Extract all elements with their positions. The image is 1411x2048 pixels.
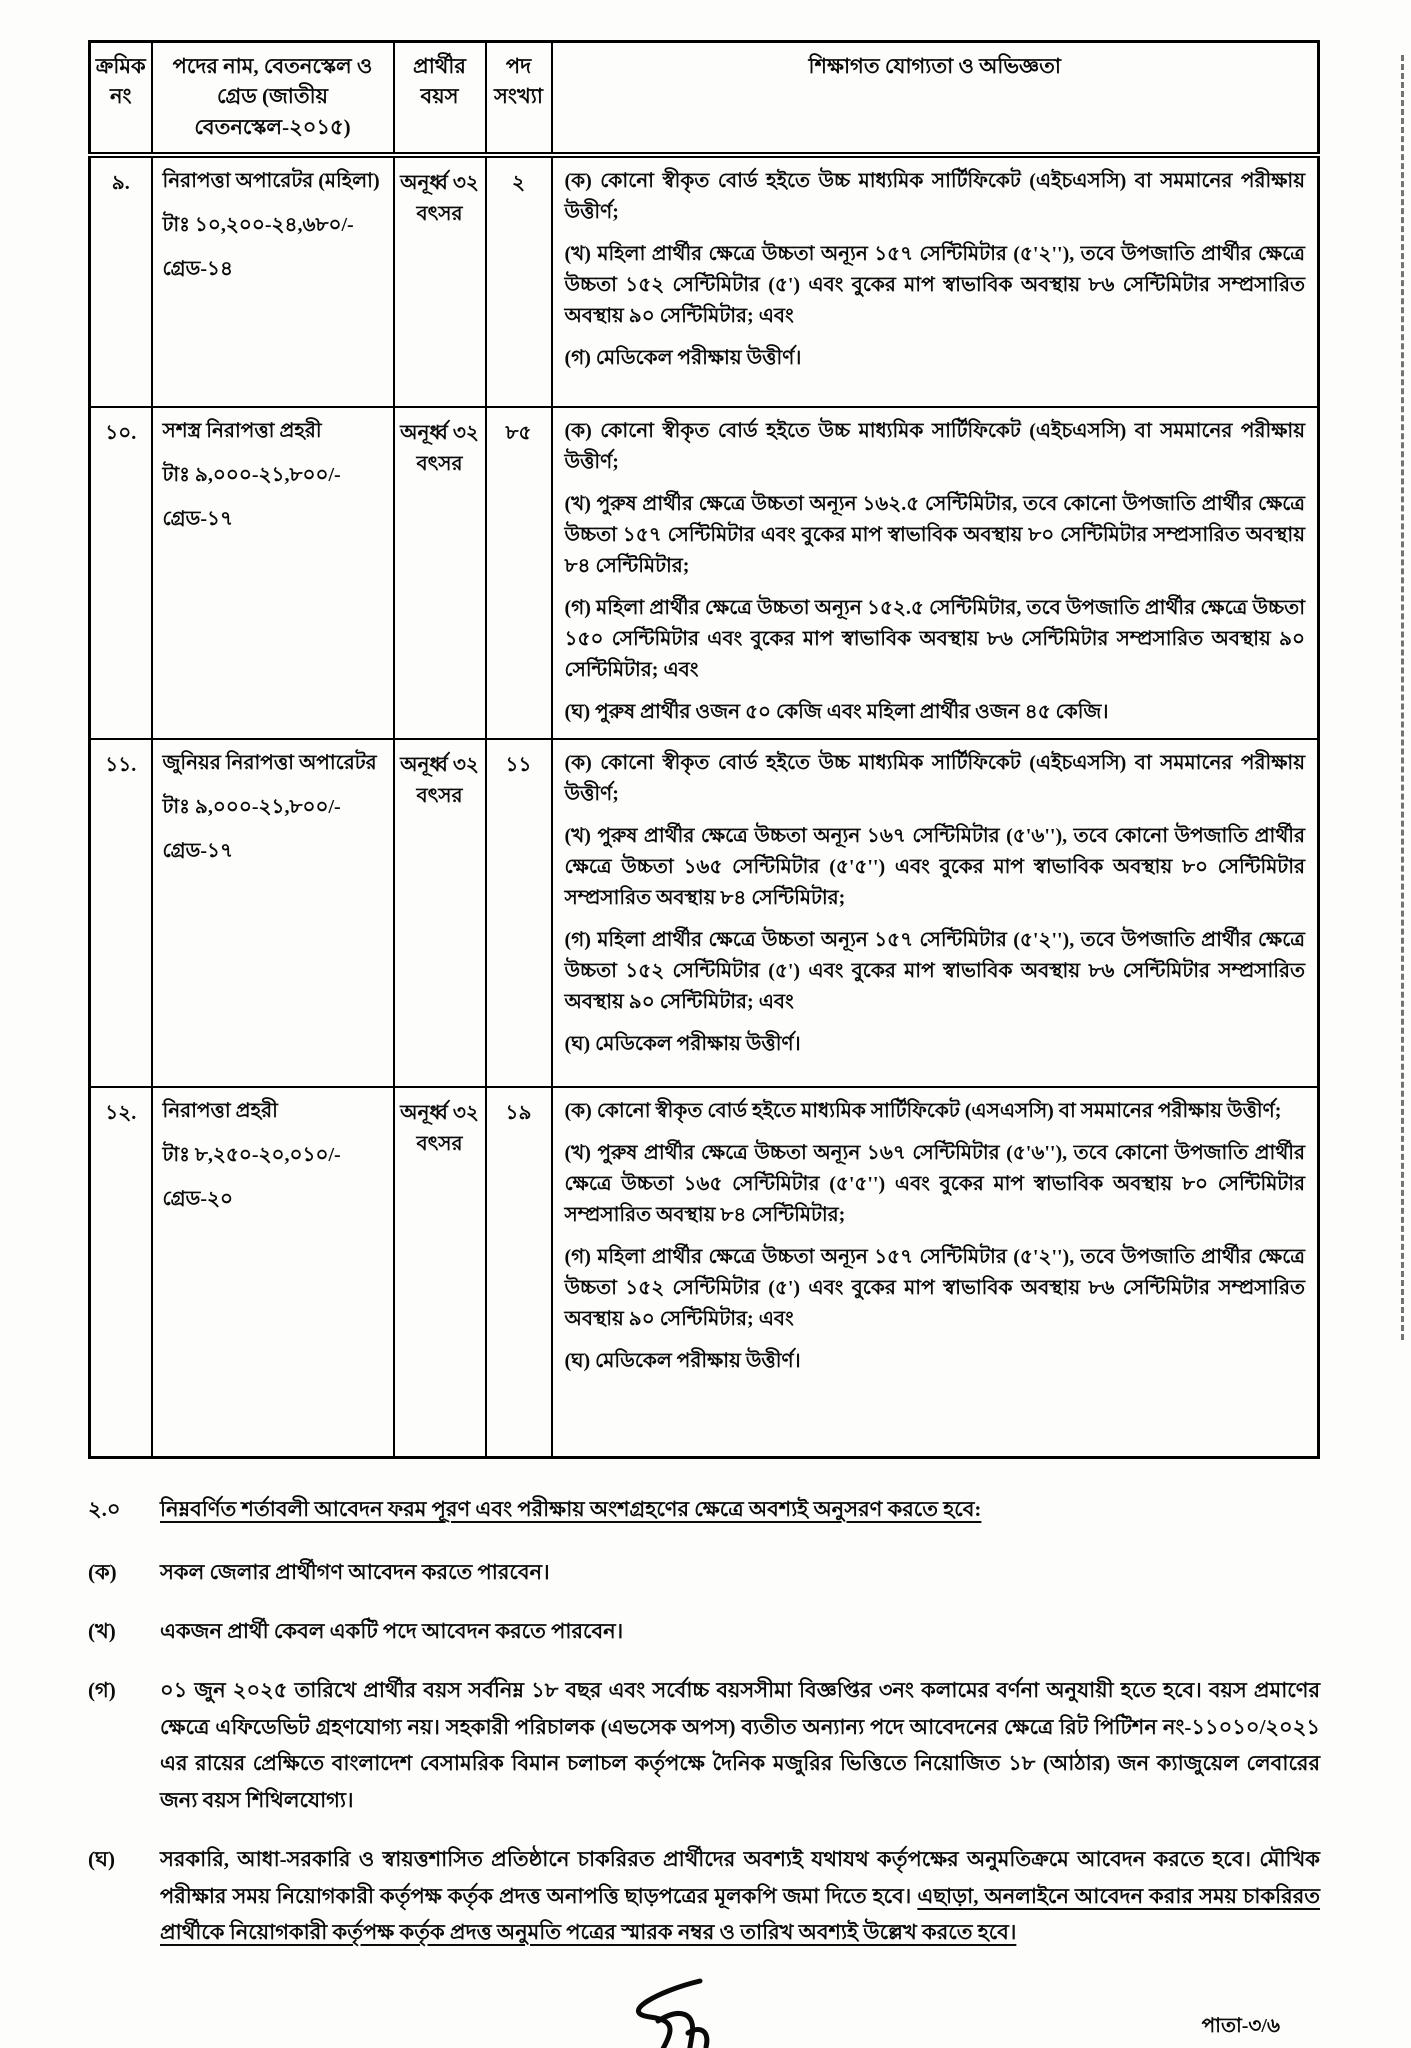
pay-scale: টাঃ ৯,০০০-২১,৮০০/-	[162, 796, 341, 819]
grade: গ্রেড-১৭	[162, 840, 233, 863]
qualification-item: (খ) পুরুষ প্রার্থীর ক্ষেত্রে উচ্চতা অন্যূন ১৬৭ সেন্টিমিটার (৫'৬''), তবে কোনো উপজাতি প্রার্থীর ক্ষেত্রে উচ্চতা ১৬৫ সেন্টিমিটার (৫'৫'') এবং বুকের মাপ স্বাভাবিক অবস্থায় ৮০ সেন্টিমিটার সম্প্রসারিত অবস্থায় ৮৪ সেন্টিমিটার;	[564, 1142, 1305, 1227]
grade: গ্রেড-১৭	[162, 508, 233, 531]
post-cell	[152, 407, 394, 739]
post-cell	[152, 739, 394, 1087]
age-limit: অনূর্ধ্ব ৩২ বৎসর	[394, 739, 486, 1087]
serial-number: ১১.	[90, 739, 152, 1087]
condition-text	[160, 1672, 1320, 1819]
condition-text	[160, 1841, 1320, 1951]
qualification-item: (খ) মহিলা প্রার্থীর ক্ষেত্রে উচ্চতা অন্যূন ১৫৭ সেন্টিমিটার (৫'২''), তবে উপজাতি প্রার্থীর ক্ষেত্রে উচ্চতা ১৫২ সেন্টিমিটার (৫') এবং বুকের মাপ স্বাভাবিক অবস্থায় ৮৬ সেন্টিমিটার সম্প্রসারিত অবস্থায় ৯০ সেন্টিমিটার; এবং	[564, 243, 1305, 328]
table-header-row	[90, 42, 1319, 156]
condition-label: (খ)	[88, 1619, 116, 1644]
table-row	[90, 739, 1319, 1087]
qualification-item: (গ) মেডিকেল পরীক্ষায় উত্তীর্ণ।	[564, 347, 802, 370]
scan-edge-artifact	[1401, 55, 1404, 1340]
table-row	[90, 155, 1319, 407]
condition-item	[88, 1613, 1320, 1650]
age-limit: অনূর্ধ্ব ৩২ বৎসর	[394, 155, 486, 407]
qualification-item: (ঘ) পুরুষ প্রার্থীর ওজন ৫০ কেজি এবং মহিলা প্রার্থীর ওজন ৪৫ কেজি।	[564, 701, 1109, 724]
condition-text-rest: তারিখে প্রার্থীর বয়স সর্বনিম্ন ১৮ বছর এবং সর্বোচ্চ বয়সসীমা বিজ্ঞপ্তির ৩নং কলামের বর্ণনা অনুযায়ী হতে হবে। বয়স প্রমাণের ক্ষেত্রে এফিডেভিট গ্রহণযোগ্য নয়। সহকারী পরিচালক (এভসেক অপস) ব্যতীত অন্যান্য পদে আবেদনের ক্ষেত্রে রিট পিটিশন নং-১১০১০/২০২১ এর রায়ের প্রেক্ষিতে বাংলাদেশ বেসামরিক বিমান চলাচল কর্তৃপক্ষে দৈনিক মজুরির ভিত্তিতে নিয়োজিত ১৮ (আঠার) জন ক্যাজুয়েল লেবারের জন্য বয়স শিথিলযোগ্য।	[160, 1677, 1320, 1813]
qualifications-cell	[552, 407, 1319, 739]
conditions-section	[88, 1493, 1320, 1951]
condition-item	[88, 1841, 1320, 1951]
qualifications-cell	[552, 1087, 1319, 1458]
qualifications-cell	[552, 155, 1319, 407]
page-footer	[88, 1973, 1320, 2048]
post-name: সশস্ত্র নিরাপত্তা প্রহরী	[162, 420, 322, 443]
header-age: প্রার্থীর বয়স	[394, 42, 486, 156]
header-serial: ক্রমিক নং	[90, 42, 152, 156]
qualification-item: (গ) মহিলা প্রার্থীর ক্ষেত্রে উচ্চতা অন্যূন ১৫৭ সেন্টিমিটার (৫'২''), তবে উপজাতি প্রার্থীর ক্ষেত্রে উচ্চতা ১৫২ সেন্টিমিটার (৫') এবং বুকের মাপ স্বাভাবিক অবস্থায় ৮৬ সেন্টিমিটার সম্প্রসারিত অবস্থায় ৯০ সেন্টিমিটার; এবং	[564, 929, 1305, 1014]
post-cell	[152, 1087, 394, 1458]
condition-bold-date: ০১ জুন ২০২৫	[160, 1677, 288, 1702]
qualification-item: (ঘ) মেডিকেল পরীক্ষায় উত্তীর্ণ।	[564, 1350, 801, 1373]
serial-number: ৯.	[90, 155, 152, 407]
pay-scale: টাঃ ৯,০০০-২১,৮০০/-	[162, 464, 341, 487]
header-vacancies: পদ সংখ্যা	[486, 42, 552, 156]
post-cell	[152, 155, 394, 407]
signature-icon	[588, 1973, 768, 2048]
qualification-item: (গ) মহিলা প্রার্থীর ক্ষেত্রে উচ্চতা অন্যূন ১৫৭ সেন্টিমিটার (৫'২''), তবে উপজাতি প্রার্থীর ক্ষেত্রে উচ্চতা ১৫২ সেন্টিমিটার (৫') এবং বুকের মাপ স্বাভাবিক অবস্থায় ৮৬ সেন্টিমিটার সম্প্রসারিত অবস্থায় ৯০ সেন্টিমিটার; এবং	[564, 1246, 1305, 1331]
qualification-item: (গ) মহিলা প্রার্থীর ক্ষেত্রে উচ্চতা অন্যূন ১৫২.৫ সেন্টিমিটার, তবে উপজাতি প্রার্থীর ক্ষেত্রে উচ্চতা ১৫০ সেন্টিমিটার এবং বুকের মাপ স্বাভাবিক অবস্থায় ৮৬ সেন্টিমিটার সম্প্রসারিত অবস্থায় ৯০ সেন্টিমিটার; এবং	[564, 597, 1305, 682]
condition-text: একজন প্রার্থী কেবল একটি পদে আবেদন করতে পারবেন।	[160, 1619, 624, 1644]
header-qualifications: শিক্ষাগত যোগ্যতা ও অভিজ্ঞতা	[552, 42, 1319, 156]
vacancy-count: ১৯	[486, 1087, 552, 1458]
condition-item	[88, 1554, 1320, 1591]
qualification-item: (ক) কোনো স্বীকৃত বোর্ড হইতে উচ্চ মাধ্যমিক সার্টিফিকেট (এইচএসসি) বা সমমানের পরীক্ষায় উত্তীর্ণ;	[564, 170, 1305, 224]
qualification-item: (ঘ) মেডিকেল পরীক্ষায় উত্তীর্ণ।	[564, 1033, 801, 1056]
vacancy-count: ৮৫	[486, 407, 552, 739]
condition-label: (ঘ)	[88, 1846, 115, 1871]
pay-scale: টাঃ ৮,২৫০-২০,০১০/-	[162, 1144, 341, 1167]
condition-text-underlined: এছাড়া, অনলাইনে আবেদন করার সময় চাকরিরত প্রার্থীকে নিয়োগকারী কর্তৃপক্ষ কর্তৃক প্রদত্ত অনুমতি পত্রের স্মারক নম্বর ও তারিখ অবশ্যই উল্লেখ করতে হবে।	[160, 1883, 1321, 1945]
qualification-item: (ক) কোনো স্বীকৃত বোর্ড হইতে মাধ্যমিক সার্টিফিকেট (এসএসসি) বা সমমানের পরীক্ষায় উত্তীর্ণ;	[564, 1100, 1282, 1123]
post-name: জুনিয়র নিরাপত্তা অপারেটর	[162, 752, 377, 775]
header-post-name: পদের নাম, বেতনস্কেল ও গ্রেড (জাতীয় বেতনস্কেল-২০১৫)	[152, 42, 394, 156]
qualification-item: (ক) কোনো স্বীকৃত বোর্ড হইতে উচ্চ মাধ্যমিক সার্টিফিকেট (এইচএসসি) বা সমমানের পরীক্ষায় উত্তীর্ণ;	[564, 752, 1305, 806]
condition-label: (গ)	[88, 1677, 116, 1702]
condition-item	[88, 1672, 1320, 1819]
table-row	[90, 1087, 1319, 1458]
page-number-label: পাতা-৩/৬	[1201, 2015, 1280, 2038]
vacancy-count: ২	[486, 155, 552, 407]
age-limit: অনূর্ধ্ব ৩২ বৎসর	[394, 407, 486, 739]
post-name: নিরাপত্তা প্রহরী	[162, 1100, 278, 1123]
pay-scale: টাঃ ১০,২০০-২৪,৬৮০/-	[162, 214, 354, 237]
age-limit: অনূর্ধ্ব ৩২ বৎসর	[394, 1087, 486, 1458]
conditions-heading	[88, 1493, 1320, 1528]
qualifications-cell	[552, 739, 1319, 1087]
qualification-item: (খ) পুরুষ প্রার্থীর ক্ষেত্রে উচ্চতা অন্যূন ১৬৭ সেন্টিমিটার (৫'৬''), তবে কোনো উপজাতি প্রার্থীর ক্ষেত্রে উচ্চতা ১৬৫ সেন্টিমিটার (৫'৫'') এবং বুকের মাপ স্বাভাবিক অবস্থায় ৮০ সেন্টিমিটার সম্প্রসারিত অবস্থায় ৮৪ সেন্টিমিটার;	[564, 825, 1305, 910]
section-title: নিম্নবর্ণিত শর্তাবলী আবেদন ফরম পূরণ এবং পরীক্ষায় অংশগ্রহণের ক্ষেত্রে অবশ্যই অনুসরণ করতে হবে:	[160, 1497, 982, 1522]
condition-text: সকল জেলার প্রার্থীগণ আবেদন করতে পারবেন।	[160, 1560, 550, 1585]
grade: গ্রেড-১৪	[162, 258, 233, 281]
serial-number: ১২.	[90, 1087, 152, 1458]
document-content	[88, 40, 1320, 2048]
qualification-item: (ক) কোনো স্বীকৃত বোর্ড হইতে উচ্চ মাধ্যমিক সার্টিফিকেট (এইচএসসি) বা সমমানের পরীক্ষায় উত্তীর্ণ;	[564, 420, 1305, 474]
vacancy-count: ১১	[486, 739, 552, 1087]
qualification-item: (খ) পুরুষ প্রার্থীর ক্ষেত্রে উচ্চতা অন্যূন ১৬২.৫ সেন্টিমিটার, তবে কোনো উপজাতি প্রার্থীর ক্ষেত্রে উচ্চতা ১৫৭ সেন্টিমিটার এবং বুকের মাপ স্বাভাবিক অবস্থায় ৮০ সেন্টিমিটার সম্প্রসারিত অবস্থায় ৮৪ সেন্টিমিটার;	[564, 493, 1305, 578]
serial-number: ১০.	[90, 407, 152, 739]
table-row	[90, 407, 1319, 739]
condition-label: (ক)	[88, 1560, 117, 1585]
positions-table	[88, 40, 1320, 1459]
grade: গ্রেড-২০	[162, 1188, 233, 1211]
post-name: নিরাপত্তা অপারেটর (মহিলা)	[162, 170, 380, 193]
section-number: ২.০	[88, 1497, 121, 1522]
condition-text-plain: সরকারি, আধা-সরকারি ও স্বায়ত্তশাসিত প্রতিষ্ঠানে চাকরিরত প্রার্থীদের অবশ্যই যথাযথ কর্তৃপক্ষের অনুমতিক্রমে আবেদন করতে হবে। মৌখিক পরীক্ষার সময় নিয়োগকারী কর্তৃপক্ষ কর্তৃক প্রদত্ত অনাপত্তি ছাড়পত্রের মূলকপি জমা দিতে হবে।	[160, 1846, 1320, 1908]
